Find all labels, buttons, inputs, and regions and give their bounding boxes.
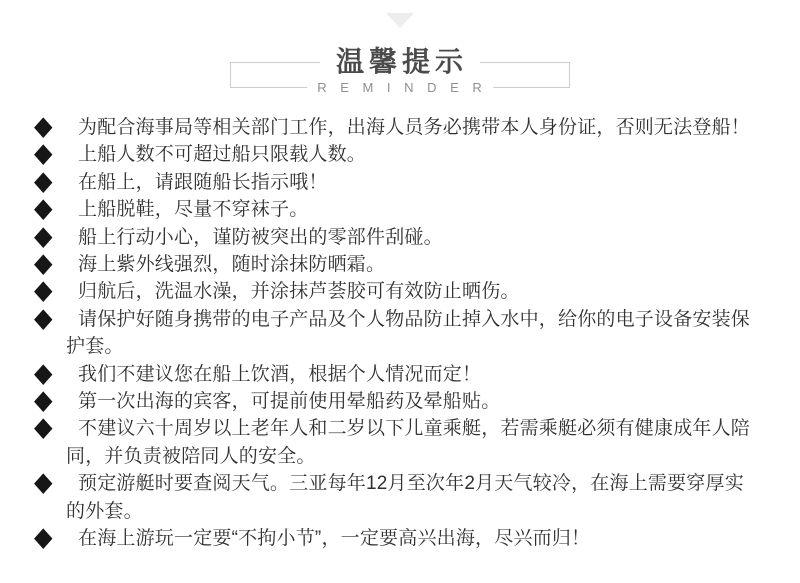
page-subtitle: R E M I N D E R bbox=[307, 80, 493, 95]
chevron-down-icon bbox=[386, 13, 414, 28]
reminder-item bbox=[30, 141, 752, 168]
reminder-text: 海上紫外线强烈，随时涂抹防晒霜。 bbox=[78, 254, 386, 276]
diamond-bullet-icon bbox=[34, 391, 52, 411]
reminder-text: 船上行动小心，谨防被突出的零部件刮碰。 bbox=[78, 226, 443, 248]
reminder-text: 请保护好随身携带的电子产品及个人物品防止掉入水中，给你的电子设备安装保护套。 bbox=[66, 308, 751, 358]
reminder-item bbox=[30, 278, 752, 305]
reminder-text: 预定游艇时要查阅天气。三亚每年12月至次年2月天气较冷，在海上需要穿厚实的外套。 bbox=[66, 473, 744, 522]
diamond-bullet-icon bbox=[34, 145, 52, 165]
reminder-item bbox=[30, 251, 752, 278]
reminder-item bbox=[30, 114, 752, 141]
reminder-item bbox=[30, 169, 752, 196]
reminder-item bbox=[30, 470, 752, 525]
diamond-bullet-icon bbox=[34, 172, 52, 192]
diamond-bullet-icon bbox=[34, 227, 52, 247]
page-title: 温馨提示 bbox=[320, 47, 480, 77]
reminder-item bbox=[30, 224, 752, 251]
reminder-text: 上船人数不可超过船只限载人数。 bbox=[78, 144, 367, 166]
header-frame bbox=[230, 46, 570, 95]
reminder-item bbox=[30, 388, 752, 415]
diamond-bullet-icon bbox=[34, 528, 52, 548]
diamond-bullet-icon bbox=[34, 419, 52, 439]
reminder-text: 我们不建议您在船上饮酒，根据个人情况而定！ bbox=[78, 363, 482, 385]
reminder-text: 在海上游玩一定要“不拘小节”，一定要高兴出海，尽兴而归！ bbox=[78, 528, 591, 550]
reminder-text: 上船脱鞋，尽量不穿袜子。 bbox=[78, 199, 309, 221]
reminder-item bbox=[30, 361, 752, 388]
diamond-bullet-icon bbox=[34, 282, 52, 302]
reminder-text: 不建议六十周岁以上老年人和二岁以下儿童乘艇，若需乘艇必须有健康成年人陪同，并负责被陪同人的安全。 bbox=[66, 418, 751, 467]
diamond-bullet-icon bbox=[34, 474, 52, 494]
reminder-item bbox=[30, 415, 752, 470]
diamond-bullet-icon bbox=[34, 200, 52, 220]
reminder-text: 为配合海事局等相关部门工作，出海人员务必携带本人身份证，否则无法登船！ bbox=[78, 117, 751, 138]
reminder-text: 归航后，洗温水澡，并涂抹芦荟胶可有效防止晒伤。 bbox=[78, 281, 520, 303]
diamond-bullet-icon bbox=[34, 117, 52, 137]
reminder-text: 第一次出海的宾客，可提前使用晕船药及晕船贴。 bbox=[78, 391, 501, 413]
diamond-bullet-icon bbox=[34, 309, 52, 329]
reminder-item bbox=[30, 525, 752, 552]
diamond-bullet-icon bbox=[34, 364, 52, 384]
diamond-bullet-icon bbox=[34, 254, 52, 274]
reminder-text: 在船上，请跟随船长指示哦！ bbox=[78, 171, 328, 193]
reminder-item bbox=[30, 196, 752, 223]
reminder-list bbox=[30, 114, 752, 553]
reminder-item bbox=[30, 306, 752, 361]
